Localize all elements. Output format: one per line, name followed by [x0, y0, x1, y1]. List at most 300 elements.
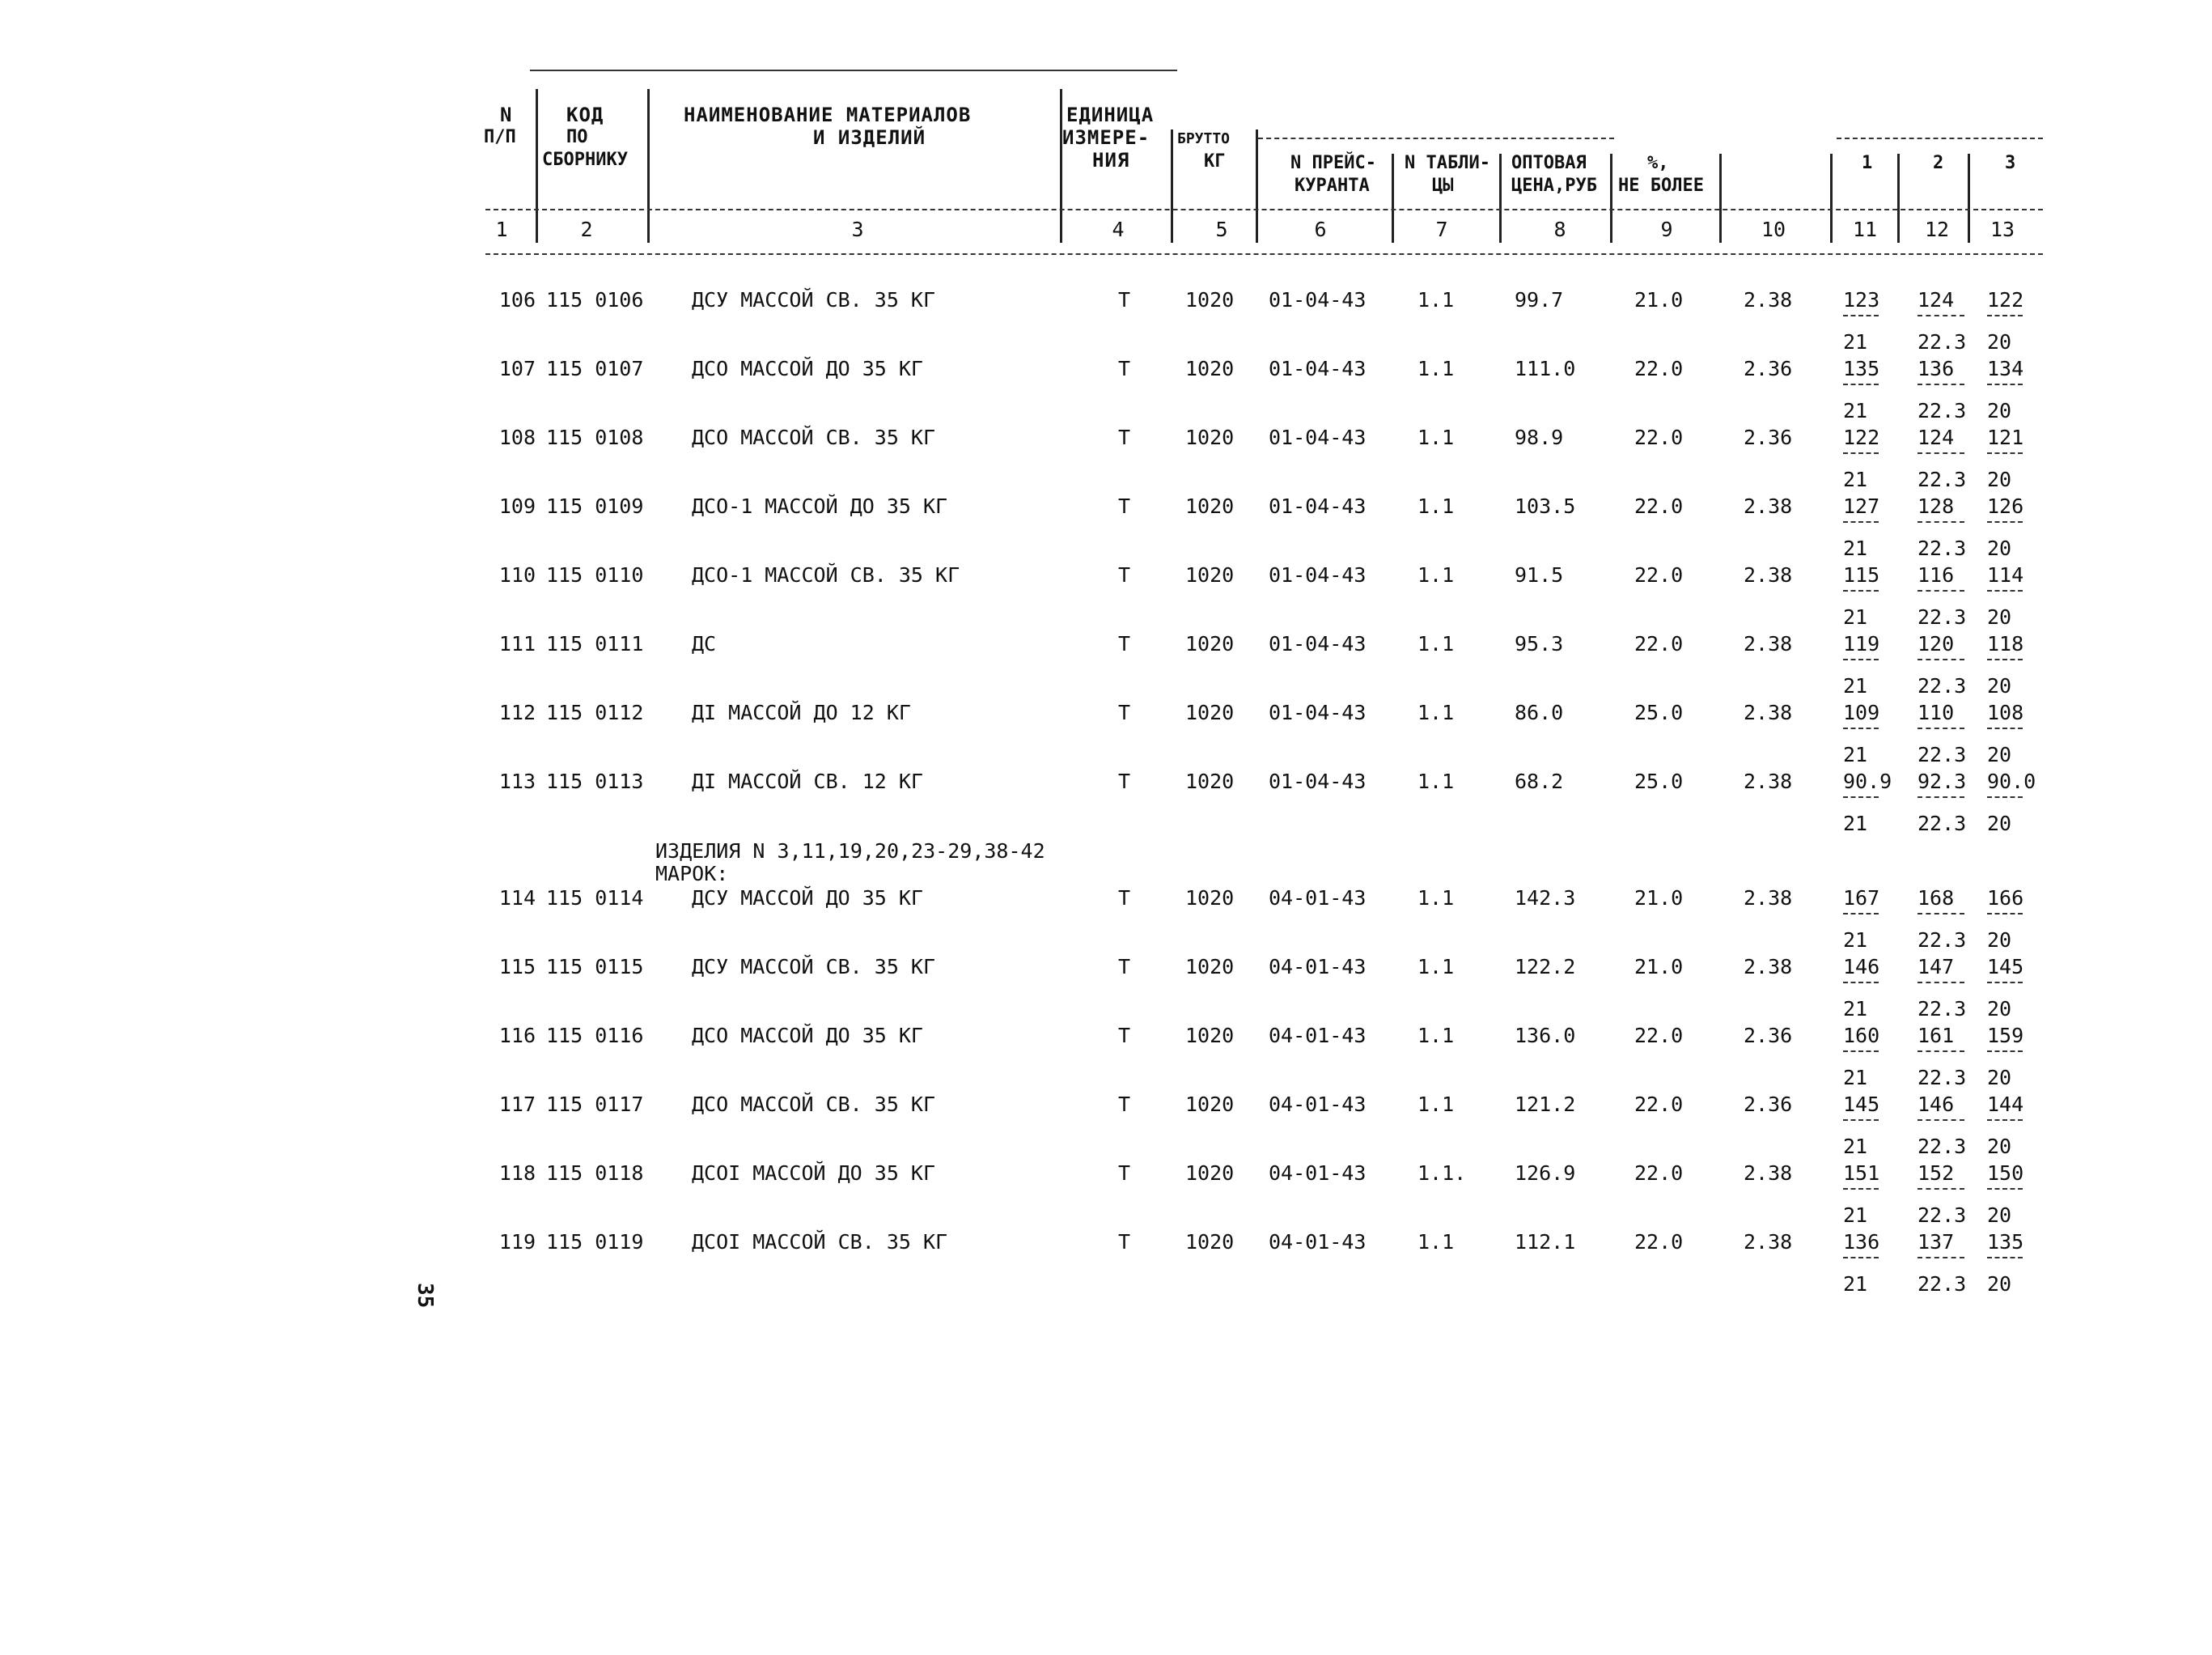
row-code: 115 0119 — [546, 1230, 644, 1254]
col-number: 4 — [1112, 218, 1125, 241]
row-col12: 137 — [1917, 1230, 1955, 1254]
fraction-bar — [1843, 659, 1879, 660]
row-name: ДСО-1 МАССОЙ ДО 35 КГ — [692, 494, 948, 518]
header-vrule — [1499, 154, 1502, 243]
row-table-no: 1.1 — [1417, 632, 1455, 656]
row-table-no: 1.1 — [1417, 494, 1455, 518]
row-name: ДСОI МАССОЙ ДО 35 КГ — [692, 1161, 936, 1185]
fraction-bar — [1987, 659, 2023, 660]
row-col13: 121 — [1987, 426, 2024, 449]
row-unit: Т — [1118, 955, 1131, 978]
row-code: 115 0115 — [546, 955, 644, 978]
row-price: 98.9 — [1515, 426, 1564, 449]
col-number: 3 — [851, 218, 864, 241]
row-table-no: 1.1 — [1417, 1024, 1455, 1047]
row-col12: 146 — [1917, 1093, 1955, 1116]
row-pricelist: 04-01-43 — [1269, 955, 1367, 978]
row-col12-denominator: 22.3 — [1917, 812, 1967, 835]
col-number: 6 — [1314, 218, 1327, 241]
row-percent: 22.0 — [1634, 632, 1684, 656]
row-col11: 145 — [1843, 1093, 1880, 1116]
row-percent: 22.0 — [1634, 1230, 1684, 1254]
row-col12: 161 — [1917, 1024, 1955, 1047]
row-price: 86.0 — [1515, 701, 1564, 724]
header-col1-line2: П/П — [484, 127, 516, 147]
header-col11: 1 — [1862, 153, 1873, 173]
fraction-bar — [1843, 982, 1879, 983]
fraction-bar — [1917, 1188, 1964, 1190]
row-table-no: 1.1 — [1417, 1093, 1455, 1116]
row-price: 121.2 — [1515, 1093, 1576, 1116]
fraction-bar — [1917, 1119, 1964, 1121]
header-vrule — [1968, 154, 1970, 243]
header-vrule — [1171, 129, 1173, 243]
row-col12: 124 — [1917, 288, 1955, 312]
row-col12-denominator: 22.3 — [1917, 537, 1967, 560]
header-col12: 2 — [1933, 153, 1944, 173]
row-col11-denominator: 21 — [1843, 605, 1868, 629]
fraction-bar — [1987, 384, 2023, 385]
row-name: ДI МАССОЙ СВ. 12 КГ — [692, 770, 923, 793]
row-brutto-kg: 1020 — [1185, 357, 1235, 380]
row-pricelist: 04-01-43 — [1269, 1230, 1367, 1254]
header-col2-line3: СБОРНИКУ — [542, 150, 628, 170]
row-col13-denominator: 20 — [1987, 674, 2012, 698]
header-col9-line2: НЕ БОЛЕЕ — [1618, 176, 1704, 196]
row-col13-denominator: 20 — [1987, 997, 2012, 1021]
row-number: 107 — [498, 357, 536, 380]
header-vrule — [1610, 154, 1612, 243]
row-price: 112.1 — [1515, 1230, 1576, 1254]
row-table-no: 1.1 — [1417, 357, 1455, 380]
row-number: 111 — [498, 632, 536, 656]
row-price: 136.0 — [1515, 1024, 1576, 1047]
fraction-bar — [1917, 590, 1964, 592]
row-unit: Т — [1118, 357, 1131, 380]
table-row — [0, 1161, 2212, 1227]
row-col10: 2.38 — [1744, 288, 1793, 312]
fraction-bar — [1843, 590, 1879, 592]
row-col10: 2.36 — [1744, 1093, 1793, 1116]
table-row — [0, 357, 2212, 422]
fraction-bar — [1987, 796, 2023, 798]
row-pricelist: 01-04-43 — [1269, 288, 1367, 312]
row-col11: 122 — [1843, 426, 1880, 449]
row-price: 111.0 — [1515, 357, 1576, 380]
row-brutto-kg: 1020 — [1185, 770, 1235, 793]
col-number: 11 — [1852, 218, 1878, 241]
row-percent: 25.0 — [1634, 770, 1684, 793]
row-col11: 135 — [1843, 357, 1880, 380]
header-col13: 3 — [2005, 153, 2016, 173]
fraction-bar — [1987, 1050, 2023, 1052]
col-number: 9 — [1660, 218, 1673, 241]
row-col10: 2.38 — [1744, 1161, 1793, 1185]
row-table-no: 1.1 — [1417, 770, 1455, 793]
row-name: ДСУ МАССОЙ СВ. 35 КГ — [692, 288, 936, 312]
row-name: ДСУ МАССОЙ ДО 35 КГ — [692, 886, 923, 910]
header-col9-line1: %, — [1647, 153, 1669, 173]
row-col11-denominator: 21 — [1843, 674, 1868, 698]
row-brutto-kg: 1020 — [1185, 955, 1235, 978]
row-col11: 167 — [1843, 886, 1880, 910]
row-col13-denominator: 20 — [1987, 1272, 2012, 1296]
row-unit: Т — [1118, 1093, 1131, 1116]
row-brutto-kg: 1020 — [1185, 288, 1235, 312]
fraction-bar — [1917, 384, 1964, 385]
row-col11-denominator: 21 — [1843, 1135, 1868, 1158]
row-brutto-kg: 1020 — [1185, 494, 1235, 518]
row-col13-denominator: 20 — [1987, 605, 2012, 629]
row-col12-denominator: 22.3 — [1917, 1203, 1967, 1227]
row-col11-denominator: 21 — [1843, 928, 1868, 952]
fraction-bar — [1843, 1050, 1879, 1052]
row-table-no: 1.1 — [1417, 563, 1455, 587]
row-percent: 25.0 — [1634, 701, 1684, 724]
row-name: ДСОI МАССОЙ СВ. 35 КГ — [692, 1230, 948, 1254]
fraction-bar — [1987, 1188, 2023, 1190]
row-code: 115 0106 — [546, 288, 644, 312]
row-unit: Т — [1118, 494, 1131, 518]
header-vrule — [1392, 154, 1394, 243]
row-col13-denominator: 20 — [1987, 812, 2012, 835]
row-percent: 21.0 — [1634, 955, 1684, 978]
row-col11-denominator: 21 — [1843, 743, 1868, 766]
row-col11: 109 — [1843, 701, 1880, 724]
row-col12: 124 — [1917, 426, 1955, 449]
row-col12-denominator: 22.3 — [1917, 605, 1967, 629]
row-code: 115 0107 — [546, 357, 644, 380]
row-col12: 116 — [1917, 563, 1955, 587]
header-col5-line1: БРУТТО — [1177, 130, 1231, 147]
fraction-bar — [1917, 659, 1964, 660]
row-number: 109 — [498, 494, 536, 518]
row-col11-denominator: 21 — [1843, 1272, 1868, 1296]
row-unit: Т — [1118, 632, 1131, 656]
row-col10: 2.38 — [1744, 701, 1793, 724]
table-row — [0, 1230, 2212, 1296]
row-col12: 136 — [1917, 357, 1955, 380]
row-col10: 2.38 — [1744, 632, 1793, 656]
row-col11-denominator: 21 — [1843, 812, 1868, 835]
fraction-bar — [1917, 982, 1964, 983]
row-col10: 2.38 — [1744, 955, 1793, 978]
col-number: 8 — [1553, 218, 1566, 241]
row-col11-denominator: 21 — [1843, 1203, 1868, 1227]
row-col12: 147 — [1917, 955, 1955, 978]
row-code: 115 0110 — [546, 563, 644, 587]
row-col13-denominator: 20 — [1987, 537, 2012, 560]
row-table-no: 1.1 — [1417, 1230, 1455, 1254]
row-number: 114 — [498, 886, 536, 910]
row-col13: 145 — [1987, 955, 2024, 978]
header-col7-line2: ЦЫ — [1432, 176, 1454, 196]
fraction-bar — [1917, 521, 1964, 523]
row-col10: 2.38 — [1744, 563, 1793, 587]
fraction-bar — [1843, 1257, 1879, 1258]
row-number: 118 — [498, 1161, 536, 1185]
row-col12-denominator: 22.3 — [1917, 1272, 1967, 1296]
col-number: 2 — [580, 218, 593, 241]
row-unit: Т — [1118, 1024, 1131, 1047]
row-col12-denominator: 22.3 — [1917, 399, 1967, 422]
row-col12-denominator: 22.3 — [1917, 1135, 1967, 1158]
row-unit: Т — [1118, 563, 1131, 587]
header-top-rule — [530, 70, 1177, 71]
row-table-no: 1.1 — [1417, 288, 1455, 312]
row-brutto-kg: 1020 — [1185, 1230, 1235, 1254]
row-col13: 126 — [1987, 494, 2024, 518]
row-price: 91.5 — [1515, 563, 1564, 587]
row-col13: 159 — [1987, 1024, 2024, 1047]
fraction-bar — [1987, 1119, 2023, 1121]
row-col12-denominator: 22.3 — [1917, 1066, 1967, 1089]
row-price: 122.2 — [1515, 955, 1576, 978]
row-percent: 21.0 — [1634, 288, 1684, 312]
header-col8-line1: ОПТОВАЯ — [1511, 153, 1587, 173]
row-name: ДСО-1 МАССОЙ СВ. 35 КГ — [692, 563, 960, 587]
row-percent: 21.0 — [1634, 886, 1684, 910]
table-row — [0, 563, 2212, 629]
header-vrule — [1897, 154, 1900, 243]
row-pricelist: 04-01-43 — [1269, 1024, 1367, 1047]
row-number: 110 — [498, 563, 536, 587]
row-percent: 22.0 — [1634, 426, 1684, 449]
header-col1-line1: N — [500, 104, 513, 126]
row-col12: 128 — [1917, 494, 1955, 518]
row-col11-denominator: 21 — [1843, 1066, 1868, 1089]
row-col13: 134 — [1987, 357, 2024, 380]
row-code: 115 0108 — [546, 426, 644, 449]
col-number: 12 — [1924, 218, 1950, 241]
row-number: 106 — [498, 288, 536, 312]
fraction-bar — [1917, 728, 1964, 729]
row-unit: Т — [1118, 1230, 1131, 1254]
row-unit: Т — [1118, 770, 1131, 793]
row-percent: 22.0 — [1634, 1161, 1684, 1185]
row-table-no: 1.1 — [1417, 955, 1455, 978]
row-col10: 2.36 — [1744, 426, 1793, 449]
fraction-bar — [1843, 315, 1879, 316]
row-col13: 90.0 — [1987, 770, 2036, 793]
header-col5-line2: КГ — [1204, 151, 1226, 172]
row-col12: 92.3 — [1917, 770, 1967, 793]
header-col6-line2: КУРАНТА — [1295, 176, 1370, 196]
row-price: 126.9 — [1515, 1161, 1576, 1185]
header-col3-line1: НАИМЕНОВАНИЕ МАТЕРИАЛОВ — [684, 104, 972, 126]
table-row — [0, 701, 2212, 766]
row-code: 115 0114 — [546, 886, 644, 910]
header-subgroup-rule-right — [1837, 138, 2043, 139]
row-number: 116 — [498, 1024, 536, 1047]
row-col13-denominator: 20 — [1987, 399, 2012, 422]
row-col12-denominator: 22.3 — [1917, 743, 1967, 766]
table-row — [0, 426, 2212, 491]
row-col13-denominator: 20 — [1987, 1203, 2012, 1227]
row-table-no: 1.1. — [1417, 1161, 1467, 1185]
row-name: ДСО МАССОЙ СВ. 35 КГ — [692, 426, 936, 449]
fraction-bar — [1917, 315, 1964, 316]
header-bottom-rule — [485, 253, 2043, 255]
row-col11: 119 — [1843, 632, 1880, 656]
row-code: 115 0116 — [546, 1024, 644, 1047]
fraction-bar — [1917, 913, 1964, 914]
row-col13-denominator: 20 — [1987, 468, 2012, 491]
row-col11: 160 — [1843, 1024, 1880, 1047]
fraction-bar — [1917, 1257, 1964, 1258]
row-brutto-kg: 1020 — [1185, 632, 1235, 656]
row-col11: 127 — [1843, 494, 1880, 518]
row-col10: 2.36 — [1744, 1024, 1793, 1047]
row-unit: Т — [1118, 886, 1131, 910]
fraction-bar — [1917, 796, 1964, 798]
row-col13-denominator: 20 — [1987, 743, 2012, 766]
row-col12-denominator: 22.3 — [1917, 928, 1967, 952]
row-table-no: 1.1 — [1417, 426, 1455, 449]
row-col13: 118 — [1987, 632, 2024, 656]
header-col2-line1: КОД — [566, 104, 604, 126]
row-col10: 2.38 — [1744, 1230, 1793, 1254]
row-number: 112 — [498, 701, 536, 724]
header-vrule — [536, 89, 538, 243]
row-code: 115 0112 — [546, 701, 644, 724]
table-row — [0, 1024, 2212, 1089]
row-code: 115 0113 — [546, 770, 644, 793]
row-name: ДСО МАССОЙ ДО 35 КГ — [692, 357, 923, 380]
col-number: 7 — [1435, 218, 1448, 241]
row-code: 115 0109 — [546, 494, 644, 518]
row-number: 119 — [498, 1230, 536, 1254]
header-vrule — [1719, 154, 1722, 243]
row-price: 99.7 — [1515, 288, 1564, 312]
header-col6-line1: N ПРЕЙС- — [1290, 153, 1376, 173]
row-percent: 22.0 — [1634, 563, 1684, 587]
row-unit: Т — [1118, 701, 1131, 724]
fraction-bar — [1843, 913, 1879, 914]
header-col4-line3: НИЯ — [1092, 149, 1130, 172]
row-col11-denominator: 21 — [1843, 330, 1868, 354]
row-unit: Т — [1118, 288, 1131, 312]
page-number: 35 — [413, 1283, 437, 1309]
row-price: 95.3 — [1515, 632, 1564, 656]
row-brutto-kg: 1020 — [1185, 886, 1235, 910]
row-col13: 114 — [1987, 563, 2024, 587]
row-price: 142.3 — [1515, 886, 1576, 910]
header-col2-line2: ПО — [566, 127, 588, 147]
fraction-bar — [1987, 315, 2023, 316]
col-number: 5 — [1215, 218, 1228, 241]
table-row — [0, 770, 2212, 835]
row-percent: 22.0 — [1634, 1024, 1684, 1047]
row-name: ДСО МАССОЙ СВ. 35 КГ — [692, 1093, 936, 1116]
header-col7-line1: N ТАБЛИ- — [1405, 153, 1490, 173]
row-price: 103.5 — [1515, 494, 1576, 518]
row-pricelist: 04-01-43 — [1269, 1093, 1367, 1116]
fraction-bar — [1843, 728, 1879, 729]
header-col8-line2: ЦЕНА,РУБ — [1511, 176, 1597, 196]
header-vrule — [1830, 154, 1833, 243]
row-col12-denominator: 22.3 — [1917, 330, 1967, 354]
row-pricelist: 01-04-43 — [1269, 563, 1367, 587]
row-percent: 22.0 — [1634, 357, 1684, 380]
row-brutto-kg: 1020 — [1185, 563, 1235, 587]
row-percent: 22.0 — [1634, 1093, 1684, 1116]
row-col11-denominator: 21 — [1843, 399, 1868, 422]
row-brutto-kg: 1020 — [1185, 1024, 1235, 1047]
row-col13-denominator: 20 — [1987, 1066, 2012, 1089]
fraction-bar — [1987, 590, 2023, 592]
row-col13-denominator: 20 — [1987, 1135, 2012, 1158]
row-name: ДСО МАССОЙ ДО 35 КГ — [692, 1024, 923, 1047]
header-col3-line2: И ИЗДЕЛИЙ — [813, 126, 926, 149]
col-number: 10 — [1761, 218, 1786, 241]
row-col13: 108 — [1987, 701, 2024, 724]
col-number: 13 — [1990, 218, 2015, 241]
row-col13: 166 — [1987, 886, 2024, 910]
row-name: ДI МАССОЙ ДО 12 КГ — [692, 701, 911, 724]
fraction-bar — [1843, 452, 1879, 454]
fraction-bar — [1843, 384, 1879, 385]
row-code: 115 0118 — [546, 1161, 644, 1185]
header-col4-line2: ИЗМЕРЕ- — [1062, 126, 1150, 149]
row-col13: 150 — [1987, 1161, 2024, 1185]
row-col11: 151 — [1843, 1161, 1880, 1185]
row-pricelist: 01-04-43 — [1269, 770, 1367, 793]
header-vrule — [1256, 129, 1258, 243]
row-pricelist: 01-04-43 — [1269, 632, 1367, 656]
fraction-bar — [1843, 521, 1879, 523]
header-vrule — [1060, 89, 1062, 243]
row-col13: 144 — [1987, 1093, 2024, 1116]
row-name: ДС — [692, 632, 717, 656]
fraction-bar — [1987, 521, 2023, 523]
row-col13: 122 — [1987, 288, 2024, 312]
row-number: 108 — [498, 426, 536, 449]
header-subgroup-rule — [1258, 138, 1614, 139]
row-col10: 2.38 — [1744, 494, 1793, 518]
row-number: 117 — [498, 1093, 536, 1116]
row-col11: 90.9 — [1843, 770, 1892, 793]
fraction-bar — [1987, 982, 2023, 983]
col-number: 1 — [495, 218, 508, 241]
header-mid-rule — [485, 209, 2043, 210]
row-col12-denominator: 22.3 — [1917, 468, 1967, 491]
row-col11-denominator: 21 — [1843, 997, 1868, 1021]
row-pricelist: 01-04-43 — [1269, 357, 1367, 380]
row-col13: 135 — [1987, 1230, 2024, 1254]
row-col11: 146 — [1843, 955, 1880, 978]
table-row — [0, 1093, 2212, 1158]
fraction-bar — [1917, 452, 1964, 454]
row-pricelist: 01-04-43 — [1269, 701, 1367, 724]
row-brutto-kg: 1020 — [1185, 426, 1235, 449]
row-col10: 2.38 — [1744, 886, 1793, 910]
row-price: 68.2 — [1515, 770, 1564, 793]
table-row — [0, 632, 2212, 698]
row-table-no: 1.1 — [1417, 701, 1455, 724]
row-number: 115 — [498, 955, 536, 978]
row-code: 115 0117 — [546, 1093, 644, 1116]
row-pricelist: 01-04-43 — [1269, 494, 1367, 518]
row-col11: 115 — [1843, 563, 1880, 587]
fraction-bar — [1987, 1257, 2023, 1258]
row-col11-denominator: 21 — [1843, 468, 1868, 491]
row-pricelist: 04-01-43 — [1269, 1161, 1367, 1185]
fraction-bar — [1843, 1188, 1879, 1190]
fraction-bar — [1843, 796, 1879, 798]
row-col10: 2.38 — [1744, 770, 1793, 793]
fraction-bar — [1843, 1119, 1879, 1121]
